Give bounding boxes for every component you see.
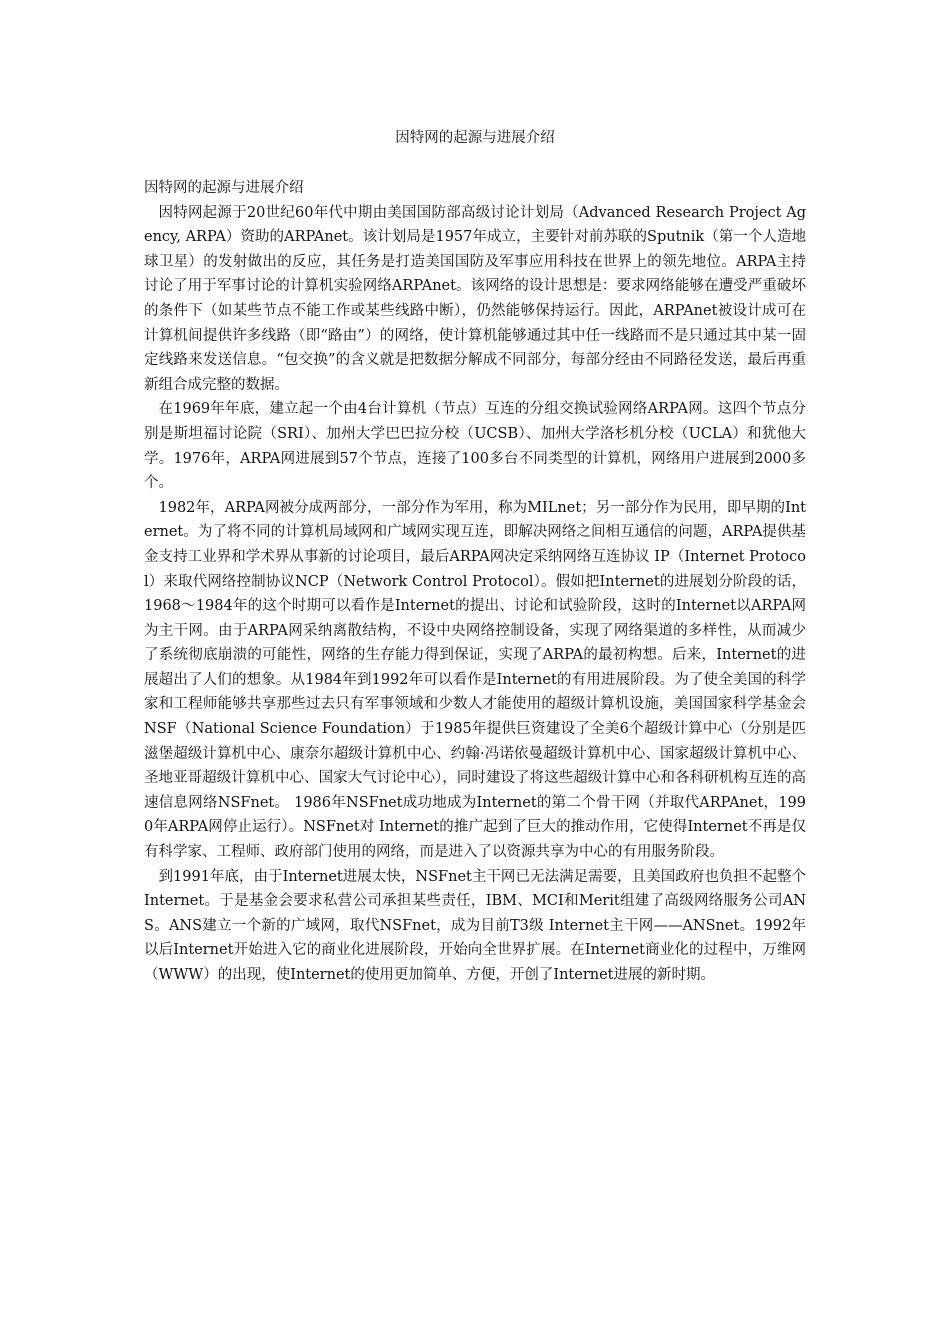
paragraph-1991: 到1991年底，由于Internet进展太快，NSFnet主干网已无法满足需要，且美国政府也负担不起整个Internet。于是基金会要求私营公司承担某些责任，IBM、MCI和Merit组建了高级网络服务公司ANS。ANS建立一个新的广域网，取代NSFnet，成为目前T3级 Internet主干网——ANSnet。1992年以后Internet开始进入它的商业化进展阶段，开始向全世界扩展。在Internet商业化的过程中，万维网（WWW）的出现，使Internet的使用更加简单、方便，开创了Internet进展的新时期。 (144, 868, 806, 983)
paragraph-1982: 1982年，ARPA网被分成两部分，一部分作为军用，称为MILnet；另一部分作为民用，即早期的Internet。为了将不同的计算机局域网和广域网实现互连，即解决网络之间相互通信的问题，ARPA提供基金支持工业界和学术界从事新的讨论项目，最后ARPA网决定采纳网络互连协议 IP（Internet Protocol）来取代网络控制协议NCP（Network Control Protocol）。假如把Internet的进展划分阶段的话，1968～1984年的这个时期可以看作是Internet的提出、讨论和试验阶段，这时的Internet以ARPA网为主干网。由于ARPA网采纳离散结构，不设中央网络控制设备，实现了网络渠道的多样性，从而减少了系统彻底崩溃的可能性，网络的生存能力得到保证，实现了ARPA的最初构想。后来，Internet的进展超出了人们的想象。从1984年到1992年可以看作是Internet的有用进展阶段。为了使全美国的科学家和工程师能够共享那些过去只有军事领域和少数人才能使用的超级计算机设施，美国国家科学基金会NSF（National Science Foundation）于1985年提供巨资建设了全美6个超级计算中心（分别是匹滋堡超级计算机中心、康奈尔超级计算机中心、约翰·冯诺依曼超级计算机中心、国家超级计算机中心、圣地亚哥超级计算机中心、国家大气讨论中心），同时建设了将这些超级计算中心和各科研机构互连的高速信息网络NSFnet。 1986年NSFnet成功地成为Internet的第二个骨干网（并取代ARPAnet，1990年ARPA网停止运行）。NSFnet对 Internet的推广起到了巨大的推动作用，它使得Internet不再是仅有科学家、工程师、政府部门使用的网络，而是进入了以资源共享为中心的有用服务阶段。 (144, 499, 806, 861)
paragraph-origin: 因特网起源于20世纪60年代中期由美国国防部高级讨论计划局（Advanced Research Project Agency, ARPA）资助的ARPAnet。该计划局是1957年成立，主要针对前苏联的Sputnik（第一个人造地球卫星）的发射做出的反应，其任务是打造美国国防及军事应用科技在世界上的领先地位。ARPA主持讨论了用于军事讨论的计算机实验网络ARPAnet。该网络的设计思想是：要求网络能够在遭受严重破坏的条件下（如某些节点不能工作或某些线路中断），仍然能够保持运行。因此，ARPAnet被设计成可在计算机间提供许多线路（即“路由”）的网络，使计算机能够通过其中任一线路而不是只通过其中某一固定线路来发送信息。“包交换”的含义就是把数据分解成不同部分，每部分经由不同路径发送，最后再重新组合成完整的数据。 (144, 204, 806, 393)
paragraph-1969: 在1969年年底，建立起一个由4台计算机（节点）互连的分组交换试验网络ARPA网。这四个节点分别是斯坦福讨论院（SRI）、加州大学巴巴拉分校（UCSB）、加州大学洛杉机分校（UCLA）和犹他大学。1976年，ARPA网进展到57个节点，连接了100多台不同类型的计算机，网络用户进展到2000多个。 (144, 401, 806, 492)
document-body (144, 176, 806, 988)
document-title: 因特网的起源与进展介绍 (395, 130, 555, 146)
document-subtitle: 因特网的起源与进展介绍 (144, 180, 304, 196)
